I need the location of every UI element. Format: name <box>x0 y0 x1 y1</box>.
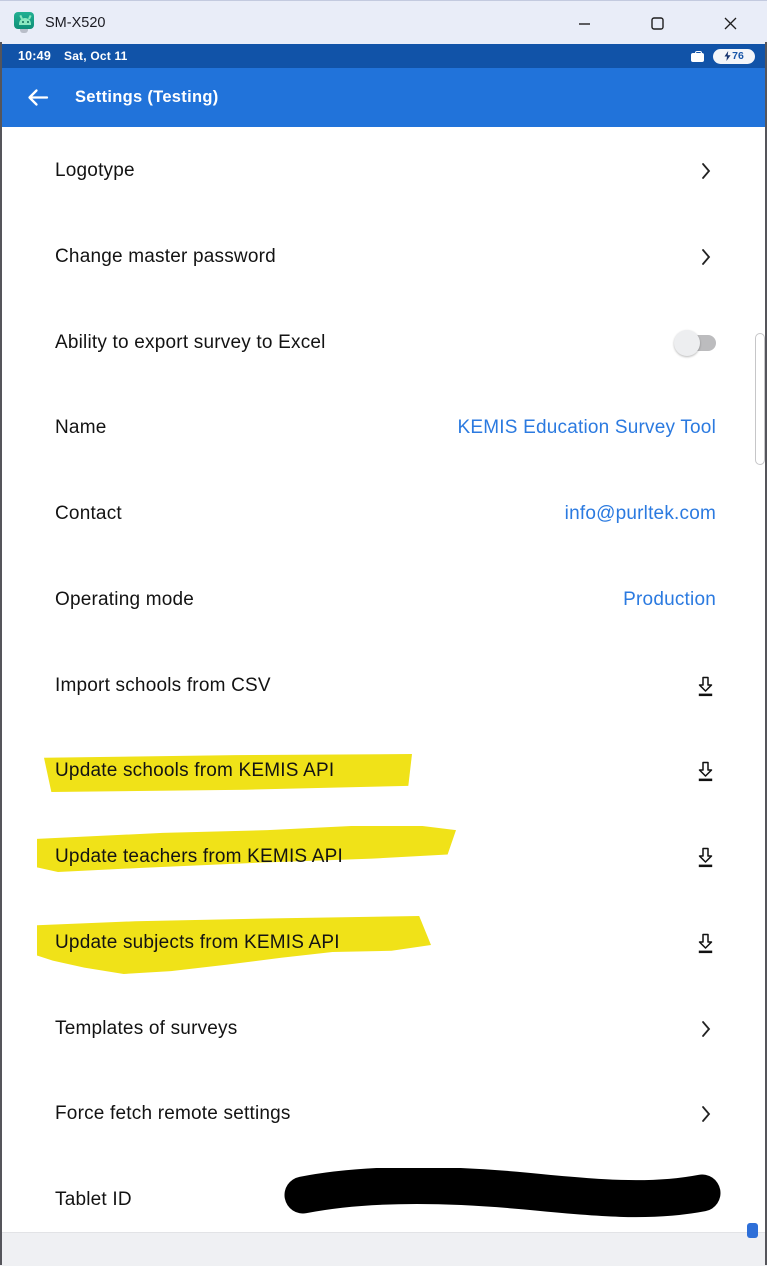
row-operating-mode[interactable] <box>55 557 716 643</box>
back-button[interactable] <box>24 85 50 111</box>
scrollbar-thumb[interactable] <box>755 333 765 465</box>
android-taskbar <box>0 1232 767 1266</box>
battery-indicator <box>713 49 755 64</box>
back-arrow-icon <box>26 88 49 107</box>
row-label: Contact <box>55 503 122 524</box>
row-contact[interactable] <box>55 471 716 557</box>
maximize-button[interactable] <box>621 1 694 45</box>
row-label: Templates of surveys <box>55 1018 238 1039</box>
status-time: 10:49 <box>18 49 51 63</box>
work-profile-icon <box>691 50 704 62</box>
row-label: Force fetch remote settings <box>55 1103 291 1124</box>
row-label: Name <box>55 417 107 438</box>
row-value: Production <box>623 589 716 610</box>
minimize-icon <box>578 17 591 30</box>
export-excel-toggle[interactable] <box>674 329 716 357</box>
battery-percent: 76 <box>732 50 744 62</box>
row-label: Change master password <box>55 246 276 267</box>
row-update-subjects-api[interactable] <box>55 900 716 986</box>
download-icon[interactable] <box>697 933 714 954</box>
row-label: Import schools from CSV <box>55 675 271 696</box>
row-value: info@purltek.com <box>564 503 716 524</box>
row-value: KEMIS Education Survey Tool <box>457 417 716 438</box>
row-force-fetch-settings[interactable] <box>55 1071 716 1157</box>
page-title: Settings (Testing) <box>75 88 219 106</box>
chevron-right-icon <box>701 1020 711 1038</box>
row-label: Update teachers from KEMIS API <box>55 846 343 867</box>
download-icon[interactable] <box>697 847 714 868</box>
row-label: Tablet ID <box>55 1189 132 1210</box>
row-name[interactable] <box>55 385 716 471</box>
android-status-bar <box>0 44 767 68</box>
row-label: Update subjects from KEMIS API <box>55 932 340 953</box>
window-border-left <box>0 42 2 1265</box>
charging-bolt-icon <box>724 51 731 61</box>
download-icon[interactable] <box>697 676 714 697</box>
row-update-schools-api[interactable] <box>55 728 716 814</box>
window-title: SM-X520 <box>45 15 106 31</box>
status-date: Sat, Oct 11 <box>63 49 128 63</box>
redaction-scribble <box>275 1168 745 1230</box>
app-bar <box>0 68 767 127</box>
edge-panel-handle[interactable] <box>747 1223 758 1238</box>
close-button[interactable] <box>694 1 767 45</box>
chevron-right-icon <box>701 248 711 266</box>
row-label: Ability to export survey to Excel <box>55 332 326 353</box>
close-icon <box>724 17 737 30</box>
row-update-teachers-api[interactable] <box>55 814 716 900</box>
row-export-excel[interactable] <box>55 300 716 386</box>
row-logotype[interactable] <box>55 128 716 214</box>
row-import-schools-csv[interactable] <box>55 643 716 729</box>
row-label: Update schools from KEMIS API <box>55 760 335 781</box>
row-label: Logotype <box>55 160 135 181</box>
android-device-icon <box>13 12 35 34</box>
download-icon[interactable] <box>697 761 714 782</box>
minimize-button[interactable] <box>548 1 621 45</box>
chevron-right-icon <box>701 1105 711 1123</box>
window-titlebar[interactable] <box>0 0 767 45</box>
row-label: Operating mode <box>55 589 195 610</box>
maximize-icon <box>651 17 664 30</box>
row-templates-of-surveys[interactable] <box>55 986 716 1072</box>
row-change-master-password[interactable] <box>55 214 716 300</box>
chevron-right-icon <box>701 162 711 180</box>
